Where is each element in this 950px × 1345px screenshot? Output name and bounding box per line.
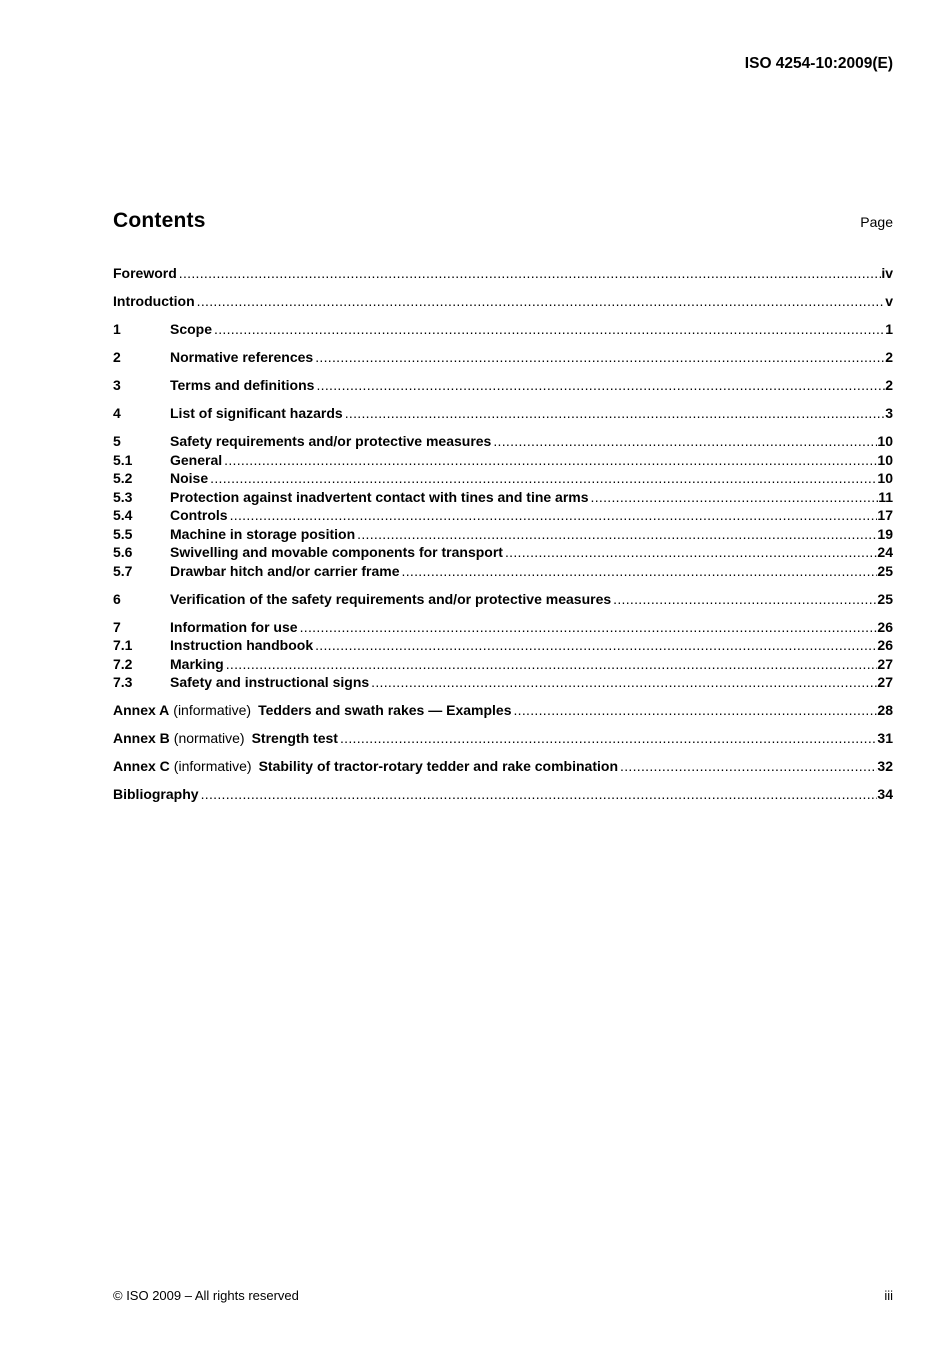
toc-entry-number: 7	[113, 618, 121, 635]
toc-dot-leader	[224, 655, 878, 674]
toc-entry-page: 34	[877, 786, 893, 802]
toc-dot-leader	[589, 488, 879, 507]
toc-entry-page: 2	[885, 377, 893, 393]
toc-entry-label: Safety requirements and/or protective measures	[170, 433, 492, 449]
toc-entry-number: 5.5	[113, 525, 133, 542]
toc-entry-page: 27	[877, 674, 893, 690]
toc-dot-leader	[228, 506, 878, 525]
toc-entry	[113, 376, 893, 395]
toc-entry	[113, 488, 893, 507]
toc-entry-label: Controls	[170, 507, 228, 523]
toc-entry-number: 5.6	[113, 544, 133, 560]
toc-entry-page: 19	[877, 525, 893, 542]
toc-entry	[113, 590, 893, 609]
toc-dot-leader	[611, 590, 877, 609]
toc-dot-leader	[313, 636, 877, 655]
toc-entry-label: Instruction handbook	[170, 637, 314, 653]
toc-entry	[113, 292, 893, 311]
toc-entry-page: 1	[885, 321, 893, 337]
toc-dot-leader	[618, 757, 877, 776]
copyright-notice: © ISO 2009 – All rights reserved	[113, 1288, 299, 1303]
toc-entry-number: 7.1	[113, 637, 133, 653]
toc-entry-label: Drawbar hitch and/or carrier frame	[170, 562, 400, 579]
toc-dot-leader	[503, 543, 877, 562]
toc-entry-page: 28	[877, 702, 893, 718]
toc-entry-number: 5.7	[113, 562, 133, 579]
toc-entry-label: Noise	[170, 470, 209, 486]
document-footer	[113, 1288, 893, 1303]
toc-entry-number: 6	[113, 590, 121, 607]
toc-annex-type: (informative)	[173, 702, 252, 718]
toc-entry-number: 2	[113, 349, 121, 365]
toc-entry-page: iv	[881, 265, 893, 281]
toc-entry-number: 7.3	[113, 674, 133, 690]
toc-dot-leader	[338, 729, 877, 748]
toc-entry-label: Strength test	[251, 730, 338, 746]
toc-annex-type: (informative)	[173, 758, 252, 774]
toc-dot-leader	[355, 525, 877, 544]
toc-dot-leader	[177, 264, 882, 283]
toc-entry-page: 25	[877, 562, 893, 579]
toc-dot-leader	[491, 432, 877, 451]
toc-entry-number: 5.4	[113, 507, 133, 523]
toc-dot-leader	[400, 562, 878, 581]
toc-dot-leader	[208, 469, 877, 488]
toc-entry	[113, 562, 893, 581]
toc-entry-label: Introduction	[113, 293, 195, 309]
toc-entry-label: Machine in storage position	[170, 525, 356, 542]
toc-entry	[113, 348, 893, 367]
toc-entry	[113, 506, 893, 525]
folio-page-number: iii	[884, 1288, 893, 1303]
toc-entry-page: 11	[878, 488, 893, 505]
toc-entry	[113, 432, 893, 451]
toc-entry-label: Foreword	[113, 265, 177, 281]
toc-entry	[113, 404, 893, 423]
toc-entry-page: 3	[885, 405, 893, 421]
toc-entry-label: Swivelling and movable components for transport	[170, 544, 503, 560]
toc-entry	[113, 757, 893, 776]
contents-title: Contents	[113, 209, 206, 232]
toc-dot-leader	[222, 451, 877, 470]
toc-entry-label: Information for use	[170, 618, 298, 635]
toc-entry	[113, 451, 893, 470]
toc-entry-page: 32	[877, 758, 893, 774]
toc-entry	[113, 636, 893, 655]
toc-entry-page: 24	[877, 544, 893, 560]
toc-entry	[113, 673, 893, 692]
toc-entry-page: 25	[877, 590, 893, 607]
toc-entry-label: Protection against inadvertent contact with tines and tine arms	[170, 488, 589, 505]
document-reference: ISO 4254-10:2009(E)	[744, 55, 893, 72]
toc-entry-label: Stability of tractor-rotary tedder and rake combination	[258, 758, 618, 774]
toc-entry	[113, 320, 893, 339]
toc-entry-number: 5	[113, 433, 121, 449]
toc-entry-label: Marking	[170, 655, 224, 672]
toc-entry-page: 2	[885, 349, 893, 365]
toc-annex-type: (normative)	[173, 730, 245, 746]
toc-entry-label: Bibliography	[113, 786, 199, 802]
toc-entry-page: 27	[877, 655, 893, 672]
toc-dot-leader	[511, 701, 877, 720]
document-header	[113, 55, 893, 73]
toc-entry-label: Safety and instructional signs	[170, 674, 370, 690]
toc-dot-leader	[195, 292, 886, 311]
toc-dot-leader	[314, 376, 885, 395]
toc-entry-label: Terms and definitions	[170, 377, 315, 393]
toc-entry-label: List of significant hazards	[170, 405, 343, 421]
contents-heading-row	[113, 209, 893, 233]
toc-entry-number: 7.2	[113, 655, 133, 672]
toc-entry	[113, 525, 893, 544]
toc-dot-leader	[313, 348, 885, 367]
toc-entry-number: 5.3	[113, 488, 133, 505]
toc-dot-leader	[369, 673, 877, 692]
toc-entry	[113, 655, 893, 674]
toc-entry-page: 26	[877, 637, 893, 653]
toc-annex-prefix: Annex A	[113, 702, 170, 718]
toc-annex-prefix: Annex C	[113, 758, 170, 774]
toc-entry	[113, 785, 893, 804]
toc-entry	[113, 729, 893, 748]
toc-dot-leader	[298, 618, 878, 637]
toc-entry-label: General	[170, 451, 223, 468]
toc-annex-prefix: Annex B	[113, 730, 170, 746]
toc-entry-number: 3	[113, 377, 121, 393]
toc-entry-label: Normative references	[170, 349, 314, 365]
toc-entry-label: Tedders and swath rakes — Examples	[258, 702, 512, 718]
toc-dot-leader	[199, 785, 878, 804]
toc-entry-label: Scope	[170, 321, 213, 337]
toc-entry-page: v	[885, 293, 893, 309]
toc-entry-page: 10	[877, 451, 893, 468]
toc-entry-page: 10	[877, 470, 893, 486]
toc-entry	[113, 701, 893, 720]
toc-entry-number: 1	[113, 321, 121, 337]
toc-entry	[113, 469, 893, 488]
toc-entry-page: 10	[877, 433, 893, 449]
toc-entry-page: 17	[877, 507, 893, 523]
toc-entry-page: 26	[877, 618, 893, 635]
toc-entry-page: 31	[877, 730, 893, 746]
toc-entry-number: 4	[113, 405, 121, 421]
toc-entry	[113, 618, 893, 637]
toc-dot-leader	[212, 320, 885, 339]
toc	[113, 264, 893, 804]
toc-entry	[113, 543, 893, 562]
toc-entry-number: 5.1	[113, 451, 133, 468]
toc-entry-label: Verification of the safety requirements and/or protective measures	[170, 590, 612, 607]
page-column-label: Page	[860, 214, 893, 230]
toc-dot-leader	[343, 404, 886, 423]
toc-entry	[113, 264, 893, 283]
toc-entry-number: 5.2	[113, 470, 133, 486]
